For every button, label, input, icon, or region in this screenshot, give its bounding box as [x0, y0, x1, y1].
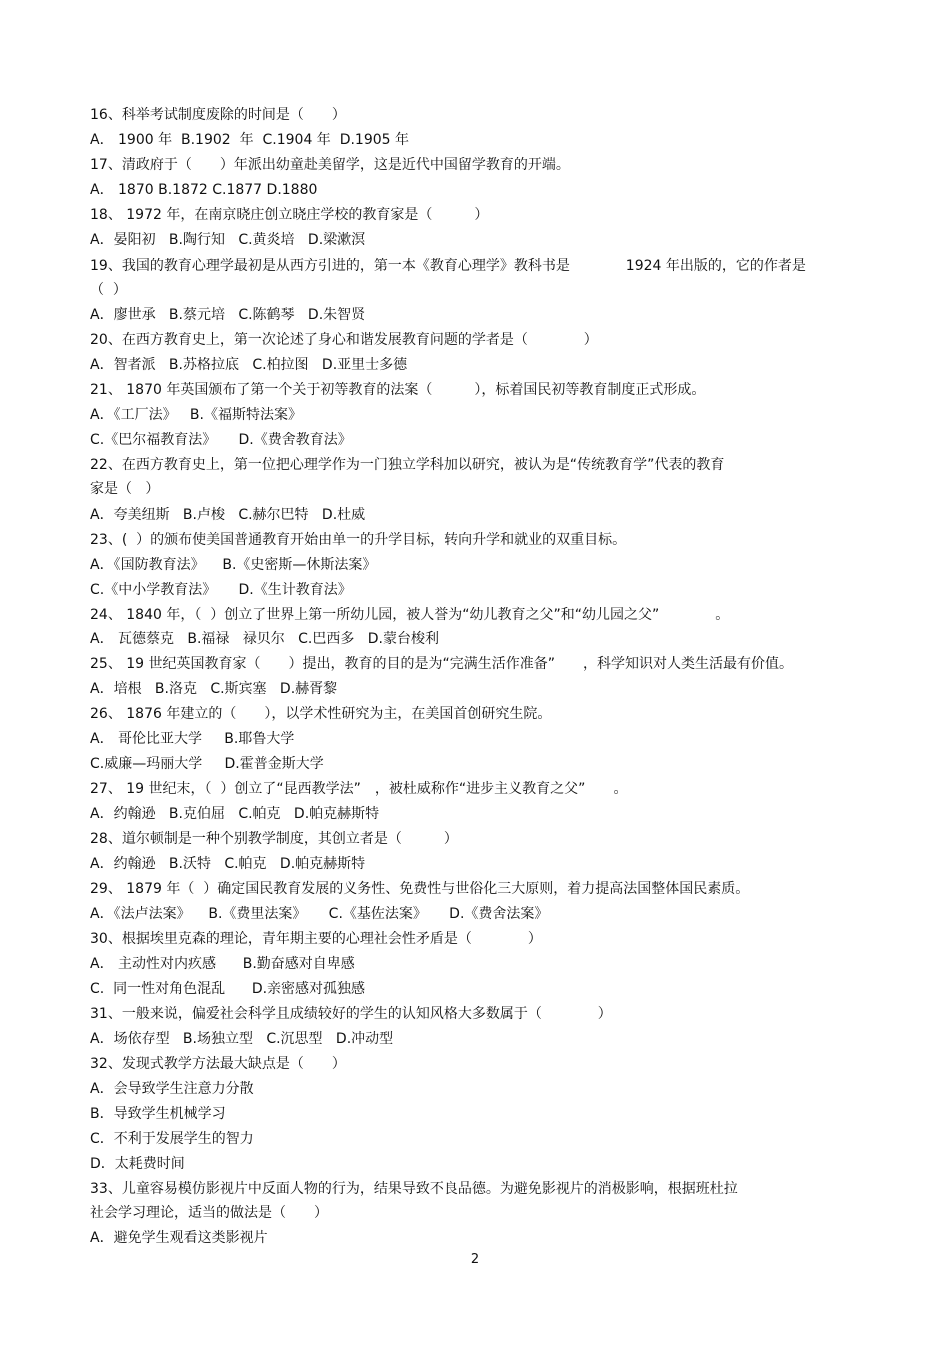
text-line: A． 哥伦比亚大学 B.耶鲁大学 [90, 731, 295, 747]
text-line: 28、道尔顿制是一种个别教学制度，其创立者是（ ） [90, 831, 458, 847]
text-line: 24、 1840 年，（ ）创立了世界上第一所幼儿园，被人誉为“幼儿教育之父”和“幼儿园之父” 。 [90, 607, 730, 623]
text-line: A．《工厂法》 B.《福斯特法案》 [90, 407, 302, 423]
text-line: A．《法卢法案》 B.《费里法案》 C.《基佐法案》 D.《费舍法案》 [90, 906, 549, 922]
text-line: A．智者派 B.苏格拉底 C.柏拉图 D.亚里士多德 [90, 357, 408, 373]
text-line: A．约翰逊 B.沃特 C.帕克 D.帕克赫斯特 [90, 856, 366, 872]
text-line: 16、科举考试制度废除的时间是（ ） [90, 107, 346, 123]
text-line: D．太耗费时间 [90, 1156, 185, 1172]
text-line: A．约翰逊 B.克伯屈 C.帕克 D.帕克赫斯特 [90, 806, 380, 822]
text-line: 29、 1879 年（ ）确定国民教育发展的义务性、免费性与世俗化三大原则，着力提高法国整体国民素质。 [90, 881, 750, 897]
text-line: A．避免学生观看这类影视片 [90, 1230, 268, 1246]
text-line: A．廖世承 B.蔡元培 C.陈鹤琴 D.朱智贤 [90, 307, 366, 323]
text-line: C. 同一性对角色混乱 D.亲密感对孤独感 [90, 981, 366, 997]
text-line: 21、 1870 年英国颁布了第一个关于初等教育的法案（ ），标着国民初等教育制度正式形成。 [90, 382, 706, 398]
text-line: A． 1870 B.1872 C.1877 D.1880 [90, 182, 318, 198]
text-line: C．不利于发展学生的智力 [90, 1131, 254, 1147]
text-line: 25、 19 世纪英国教育家（ ）提出，教育的目的是为“完满生活作准备” ，科学知识对人类生活最有价值。 [90, 656, 794, 672]
text-line: 20、在西方教育史上，第一次论述了身心和谐发展教育问题的学者是（ ） [90, 332, 598, 348]
text-line: 社会学习理论，适当的做法是（ ） [90, 1205, 328, 1221]
text-line: 26、 1876 年建立的（ ），以学术性研究为主，在美国首创研究生院。 [90, 706, 552, 722]
text-line: （ ） [90, 282, 127, 298]
text-line: A．《国防教育法》 B.《史密斯—休斯法案》 [90, 557, 377, 573]
text-line: 31、一般来说，偏爱社会科学且成绩较好的学生的认知风格大多数属于（ ） [90, 1006, 612, 1022]
text-line: A． 主动性对内疚感 B.勤奋感对自卑感 [90, 956, 355, 972]
text-line: C.《中小学教育法》 D.《生计教育法》 [90, 582, 352, 598]
text-line: A．会导致学生注意力分散 [90, 1081, 254, 1097]
text-line: A．培根 B.洛克 C.斯宾塞 D.赫胥黎 [90, 681, 338, 697]
text-line: 18、 1972 年，在南京晓庄创立晓庄学校的教育家是（ ） [90, 207, 489, 223]
text-line: 22、在西方教育史上，第一位把心理学作为一门独立学科加以研究，被认为是“传统教育学”代表的教育 [90, 457, 725, 473]
text-line: 30、根据埃里克森的理论，青年期主要的心理社会性矛盾是（ ） [90, 931, 542, 947]
text-line: 27、 19 世纪末，（ ）创立了“昆西教学法” ，被杜威称作“进步主义教育之父” 。 [90, 781, 628, 797]
text-line: 17、清政府于（ ）年派出幼童赴美留学，这是近代中国留学教育的开端。 [90, 157, 570, 173]
text-line: B．导致学生机械学习 [90, 1106, 226, 1122]
text-line: A． 瓦德蔡克 B.福禄 禄贝尔 C.巴西多 D.蒙台梭利 [90, 631, 439, 647]
text-line: C.威廉—玛丽大学 D.霍普金斯大学 [90, 756, 324, 772]
text-line: 23、( ）的颁布使美国普通教育开始由单一的升学目标，转向升学和就业的双重目标。 [90, 532, 627, 548]
text-line: 19、我国的教育心理学最初是从西方引进的，第一本《教育心理学》教科书是 1924 年出版的，它的作者是 [90, 258, 806, 274]
text-line: 33、儿童容易模仿影视片中反面人物的行为，结果导致不良品德。为避免影视片的消极影响，根据班杜拉 [90, 1181, 738, 1197]
page-number: 2 [470, 1252, 480, 1267]
text-line: 32、发现式教学方法最大缺点是（ ） [90, 1056, 346, 1072]
text-line: A．晏阳初 B.陶行知 C.黄炎培 D.梁漱溟 [90, 232, 366, 248]
text-line: A．场依存型 B.场独立型 C.沉思型 D.冲动型 [90, 1031, 394, 1047]
text-line: A． 1900 年 B.1902 年 C.1904 年 D.1905 年 [90, 132, 410, 148]
text-line: 家是（ ） [90, 481, 160, 497]
text-line: A．夸美纽斯 B.卢梭 C.赫尔巴特 D.杜威 [90, 507, 366, 523]
text-line: C.《巴尔福教育法》 D.《费舍教育法》 [90, 432, 352, 448]
